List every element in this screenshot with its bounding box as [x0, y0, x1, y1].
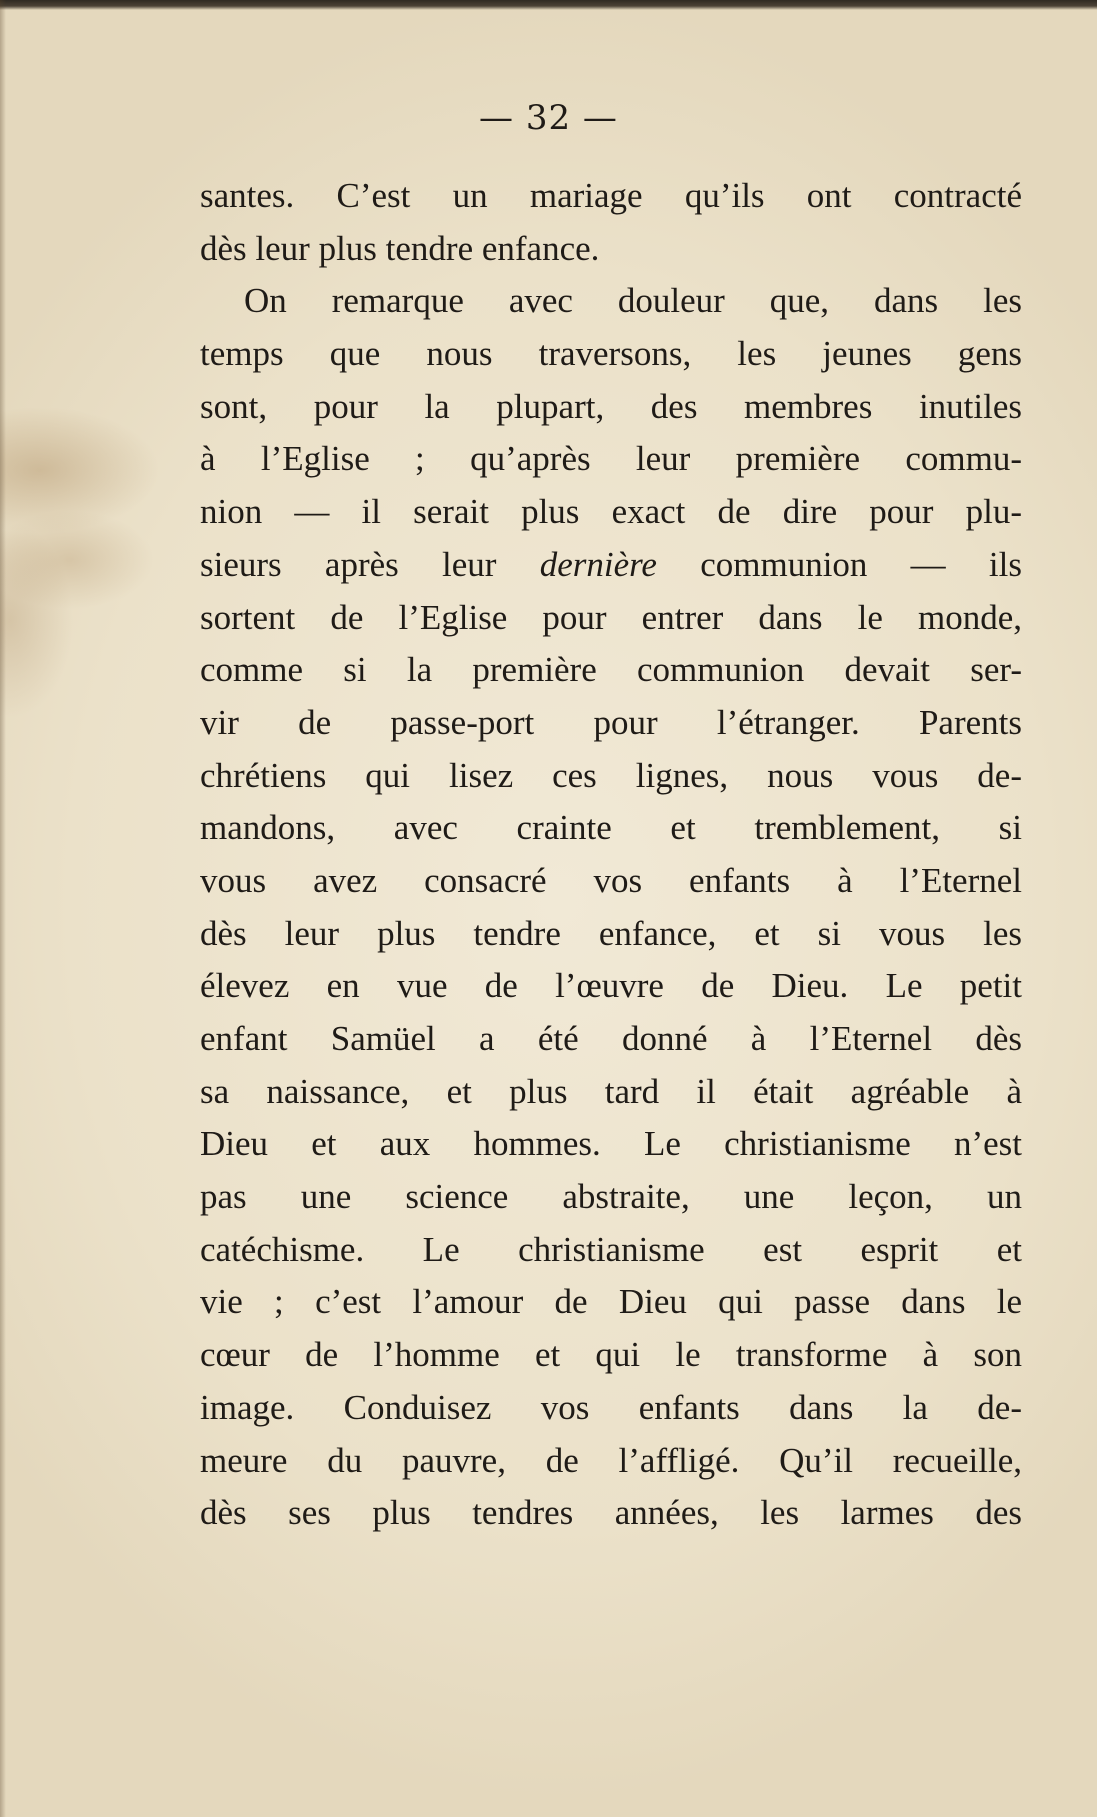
text-line: meure du pauvre, de l’affligé. Qu’il recueille,	[200, 1440, 1022, 1480]
page-left-edge	[0, 0, 6, 1817]
italic-word: dernière	[539, 544, 657, 584]
text-line: vir de passe-port pour l’étranger. Parents	[200, 702, 1022, 742]
text-line: image. Conduisez vos enfants dans la de-	[200, 1387, 1022, 1427]
text-line: sont, pour la plupart, des membres inutiles	[200, 386, 1022, 426]
text-line: santes. C’est un mariage qu’ils ont contracté	[200, 176, 1022, 215]
text-line: mandons, avec crainte et tremblement, si	[200, 808, 1022, 848]
text-line: catéchisme. Le christianisme est esprit et	[200, 1229, 1022, 1269]
text-line: sortent de l’Eglise pour entrer dans le monde,	[200, 597, 1022, 637]
line-segment: sieurs après leur	[200, 544, 540, 584]
text-line: enfant Samüel a été donné à l’Eternel dès	[200, 1019, 1022, 1058]
text-line: nion — il serait plus exact de dire pour plu-	[200, 492, 1022, 532]
page-number: — 32 —	[479, 98, 618, 138]
text-line: temps que nous traversons, les jeunes gens	[200, 334, 1022, 374]
text-line: chrétiens qui lisez ces lignes, nous vous de-	[200, 755, 1022, 795]
text-line: On remarque avec douleur que, dans les	[244, 281, 1022, 321]
text-line: comme si la première communion devait ser-	[200, 650, 1022, 690]
line-segment: communion — ils	[656, 544, 1023, 584]
text-line: dès ses plus tendres années, les larmes des	[200, 1493, 1022, 1533]
text-line: à l’Eglise ; qu’après leur première commu-	[200, 439, 1022, 479]
text-line: élevez en vue de l’œuvre de Dieu. Le petit	[200, 966, 1022, 1006]
text-line: vous avez consacré vos enfants à l’Eternel	[200, 860, 1022, 900]
text-line: vie ; c’est l’amour de Dieu qui passe dans le	[200, 1282, 1022, 1322]
text-line: sa naissance, et plus tard il était agréable à	[200, 1071, 1022, 1111]
text-line: dès leur plus tendre enfance.	[200, 228, 600, 268]
text-line-with-italic	[200, 539, 1022, 592]
text-line: cœur de l’homme et qui le transforme à son	[200, 1335, 1022, 1375]
text-line: dès leur plus tendre enfance, et si vous les	[200, 913, 1022, 953]
text-line: Dieu et aux hommes. Le christianisme n’est	[200, 1124, 1022, 1164]
body-text	[200, 170, 1022, 1540]
text-line: pas une science abstraite, une leçon, un	[200, 1177, 1022, 1217]
page-top-edge	[0, 0, 1097, 10]
